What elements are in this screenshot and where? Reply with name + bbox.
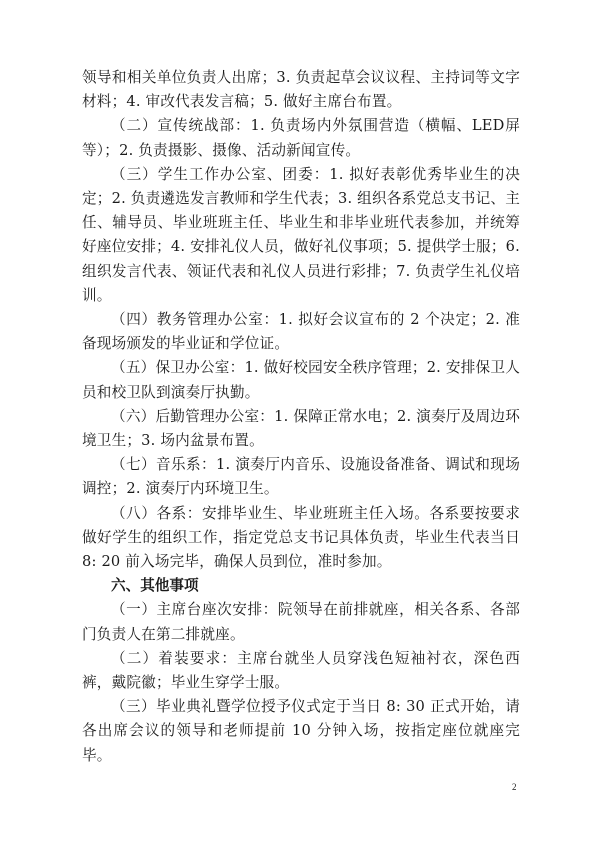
paragraph-publicity-department: （二）宣传统战部：1. 负责场内外氛围营造（横幅、LED屏等）；2. 负责摄影、摄像、活动新闻宣传。 bbox=[82, 117, 520, 159]
paragraph-seating-arrangement: （一）主席台座次安排：院领导在前排就座，相关各系、各部门负责人在第二排就座。 bbox=[82, 601, 520, 643]
section-heading-other-matters: 六、其他事项 bbox=[111, 577, 199, 595]
paragraph-student-affairs-office: （三）学生工作办公室、团委：1. 拟好表彰优秀毕业生的决定；2. 负责遴选发言教师和学生代表；3. 组织各系党总支书记、主任、辅导员、毕业班班主任、毕业生和非毕业班代表参加，并统筹好座位安排；4. 安排礼仪人员，做好礼仪事项；5. 提供学士服；6. 组织发言代表、领证代表和礼仪人员进行彩排；7. 负责学生礼仪培训。 bbox=[82, 165, 520, 304]
document-body bbox=[82, 66, 520, 768]
paragraph-security-office: （五）保卫办公室：1. 做好校园安全秩序管理；2. 安排保卫人员和校卫队到演奏厅执勤。 bbox=[82, 359, 520, 401]
paragraph-ceremony-time: （三）毕业典礼暨学位授予仪式定于当日 8: 30 正式开始，请各出席会议的领导和老师提前 10 分钟入场，按指定座位就座完毕。 bbox=[82, 698, 520, 764]
paragraph-academic-affairs-office: （四）教务管理办公室：1. 拟好会议宣布的 2 个决定；2. 准备现场颁发的毕业证和学位证。 bbox=[82, 311, 520, 353]
page-number: 2 bbox=[512, 782, 517, 792]
paragraph-dress-code: （二）着装要求：主席台就坐人员穿浅色短袖衬衣，深色西裤，戴院徽；毕业生穿学士服。 bbox=[82, 649, 520, 692]
paragraph-departments: （八）各系：安排毕业生、毕业班班主任入场。各系要按要求做好学生的组织工作，指定党总支书记具体负责，毕业生代表当日 8: 20 前入场完毕，确保人员到位，准时参加。 bbox=[82, 504, 520, 571]
paragraph-logistics-office: （六）后勤管理办公室：1. 保障正常水电；2. 演奏厅及周边环境卫生；3. 场内盆景布置。 bbox=[82, 407, 520, 450]
paragraph-continuation: 领导和相关单位负责人出席；3. 负责起草会议议程、主持词等文字材料；4. 审改代表发言稿；5. 做好主席台布置。 bbox=[82, 69, 520, 111]
paragraph-music-department: （七）音乐系：1. 演奏厅内音乐、设施设备准备、调试和现场调控；2. 演奏厅内环境卫生。 bbox=[82, 456, 520, 498]
